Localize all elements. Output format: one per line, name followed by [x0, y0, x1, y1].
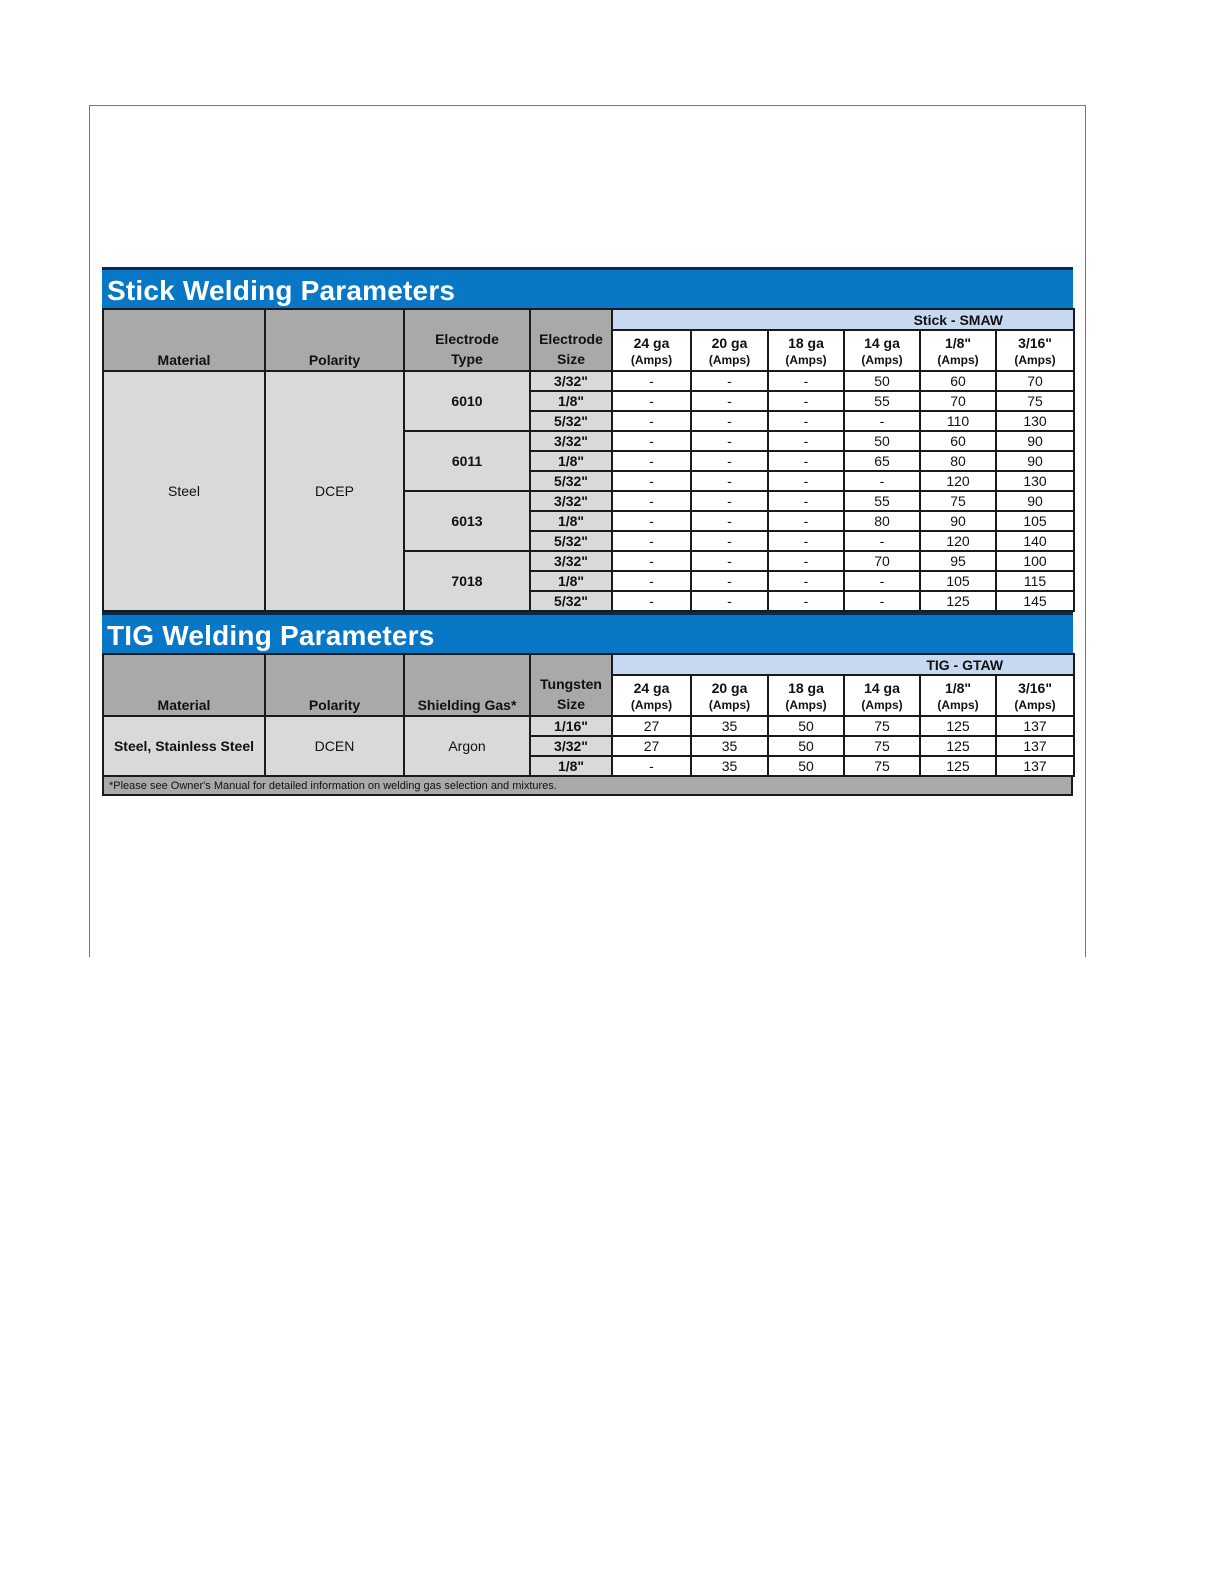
stick-header-electrode-type: [404, 309, 530, 371]
amps-value-cell: 80: [920, 451, 996, 471]
stick-column-header: [996, 330, 1074, 371]
stick-header-material: Material: [103, 309, 265, 371]
amps-value-cell: -: [691, 531, 768, 551]
footnote: *Please see Owner's Manual for detailed information on welding gas selection and mixtures.: [102, 777, 1073, 796]
amps-value-cell: -: [844, 471, 920, 491]
amps-value-cell: -: [612, 371, 691, 391]
amps-value-cell: 27: [612, 716, 691, 736]
amps-value-cell: -: [768, 551, 844, 571]
amps-value-cell: -: [612, 471, 691, 491]
electrode-size-cell: 3/32": [530, 551, 612, 571]
tig-header-shielding-gas: Shielding Gas*: [404, 654, 530, 716]
tig-column-label: 18 ga: [788, 679, 824, 696]
amps-value-cell: 105: [920, 571, 996, 591]
amps-value-cell: -: [691, 551, 768, 571]
amps-value-cell: -: [612, 511, 691, 531]
amps-value-cell: -: [768, 591, 844, 611]
amps-value-cell: 120: [920, 471, 996, 491]
amps-value-cell: -: [612, 491, 691, 511]
stick-header-type-line2: Type: [451, 351, 483, 367]
tig-column-label: 20 ga: [711, 679, 748, 696]
tig-header-size-line1: Tungsten: [540, 676, 602, 692]
amps-value-cell: -: [691, 391, 768, 411]
tig-material-cell: Steel, Stainless Steel: [103, 716, 265, 776]
amps-value-cell: 90: [996, 491, 1074, 511]
amps-value-cell: -: [768, 371, 844, 391]
electrode-size-cell: 1/8": [530, 451, 612, 471]
amps-value-cell: -: [612, 571, 691, 591]
stick-column-header: [844, 330, 920, 371]
tig-column-unit: (Amps): [937, 697, 979, 712]
electrode-size-cell: 3/32": [530, 431, 612, 451]
amps-value-cell: 90: [996, 451, 1074, 471]
electrode-size-cell: 3/32": [530, 491, 612, 511]
amps-value-cell: -: [691, 471, 768, 491]
tig-column-label: 14 ga: [864, 679, 900, 696]
amps-value-cell: 50: [768, 736, 844, 756]
amps-value-cell: 75: [844, 736, 920, 756]
stick-header-type-line1: Electrode: [435, 331, 499, 347]
amps-value-cell: 125: [920, 736, 996, 756]
amps-value-cell: -: [768, 471, 844, 491]
amps-value-cell: 130: [996, 411, 1074, 431]
amps-value-cell: 90: [996, 431, 1074, 451]
amps-value-cell: 137: [996, 736, 1074, 756]
amps-value-cell: -: [691, 371, 768, 391]
amps-value-cell: 140: [996, 531, 1074, 551]
tig-header-polarity: Polarity: [265, 654, 404, 716]
amps-value-cell: 50: [768, 716, 844, 736]
amps-value-cell: 55: [844, 391, 920, 411]
amps-value-cell: -: [768, 391, 844, 411]
stick-group-header: Stick - SMAW: [612, 309, 1074, 330]
amps-value-cell: 75: [920, 491, 996, 511]
tig-column-unit: (Amps): [861, 697, 903, 712]
amps-value-cell: 35: [691, 736, 768, 756]
amps-value-cell: -: [768, 531, 844, 551]
tig-column-header: [691, 675, 768, 716]
electrode-size-cell: 5/32": [530, 411, 612, 431]
stick-column-header: [612, 330, 691, 371]
amps-value-cell: 70: [996, 371, 1074, 391]
stick-column-unit: (Amps): [937, 352, 979, 367]
stick-column-label: 18 ga: [788, 334, 824, 351]
stick-column-unit: (Amps): [630, 352, 673, 367]
stick-polarity-cell: DCEP: [265, 371, 404, 611]
amps-value-cell: -: [768, 411, 844, 431]
electrode-size-cell: 1/8": [530, 391, 612, 411]
amps-value-cell: 75: [996, 391, 1074, 411]
amps-value-cell: 75: [844, 716, 920, 736]
tig-header-material: Material: [103, 654, 265, 716]
amps-value-cell: -: [768, 451, 844, 471]
tig-column-unit: (Amps): [1014, 697, 1056, 712]
amps-value-cell: 95: [920, 551, 996, 571]
amps-value-cell: 60: [920, 431, 996, 451]
stick-column-label: 14 ga: [864, 334, 900, 351]
stick-column-unit: (Amps): [785, 352, 827, 367]
tig-parameters-table: [102, 653, 1075, 777]
stick-column-unit: (Amps): [1014, 352, 1056, 367]
amps-value-cell: -: [691, 511, 768, 531]
electrode-type-cell: 6010: [404, 371, 530, 431]
stick-parameters-table: [102, 308, 1075, 612]
amps-value-cell: 125: [920, 716, 996, 736]
amps-value-cell: 27: [612, 736, 691, 756]
amps-value-cell: 80: [844, 511, 920, 531]
stick-material-cell: Steel: [103, 371, 265, 611]
table-row: [103, 716, 1074, 736]
stick-header-electrode-size: [530, 309, 612, 371]
amps-value-cell: -: [844, 531, 920, 551]
stick-column-header: [920, 330, 996, 371]
amps-value-cell: -: [612, 591, 691, 611]
stick-column-label: 24 ga: [633, 334, 670, 351]
amps-value-cell: -: [691, 411, 768, 431]
amps-value-cell: 125: [920, 756, 996, 776]
amps-value-cell: -: [691, 571, 768, 591]
stick-section-title: Stick Welding Parameters: [102, 267, 1073, 308]
electrode-size-cell: 5/32": [530, 471, 612, 491]
amps-value-cell: 145: [996, 591, 1074, 611]
amps-value-cell: 50: [844, 431, 920, 451]
amps-value-cell: -: [768, 491, 844, 511]
tig-column-header: [920, 675, 996, 716]
tig-column-unit: (Amps): [630, 697, 673, 712]
tig-column-header: [844, 675, 920, 716]
amps-value-cell: 75: [844, 756, 920, 776]
amps-value-cell: 110: [920, 411, 996, 431]
tig-column-unit: (Amps): [708, 697, 751, 712]
amps-value-cell: -: [691, 431, 768, 451]
amps-value-cell: -: [612, 531, 691, 551]
tig-column-label: 1/8": [944, 679, 972, 696]
amps-value-cell: -: [612, 431, 691, 451]
amps-value-cell: 70: [920, 391, 996, 411]
amps-value-cell: -: [768, 571, 844, 591]
amps-value-cell: -: [612, 411, 691, 431]
tig-column-header: [768, 675, 844, 716]
amps-value-cell: -: [612, 391, 691, 411]
tig-header-size-line2: Size: [556, 696, 585, 712]
amps-value-cell: -: [612, 756, 691, 776]
amps-value-cell: 125: [920, 591, 996, 611]
amps-value-cell: 100: [996, 551, 1074, 571]
tig-column-unit: (Amps): [785, 697, 827, 712]
amps-value-cell: 120: [920, 531, 996, 551]
stick-column-label: 1/8": [944, 334, 972, 351]
stick-column-label: 3/16": [1018, 334, 1052, 351]
amps-value-cell: 130: [996, 471, 1074, 491]
amps-value-cell: 35: [691, 756, 768, 776]
stick-column-header: [691, 330, 768, 371]
tig-column-label: 24 ga: [633, 679, 670, 696]
amps-value-cell: 105: [996, 511, 1074, 531]
amps-value-cell: -: [612, 451, 691, 471]
stick-column-label: 20 ga: [711, 334, 748, 351]
amps-value-cell: -: [844, 411, 920, 431]
amps-value-cell: 55: [844, 491, 920, 511]
tig-header-tungsten-size: [530, 654, 612, 716]
electrode-size-cell: 3/32": [530, 371, 612, 391]
electrode-type-cell: 6013: [404, 491, 530, 551]
stick-column-unit: (Amps): [861, 352, 903, 367]
amps-value-cell: -: [691, 451, 768, 471]
amps-value-cell: 35: [691, 716, 768, 736]
tig-section-title: TIG Welding Parameters: [102, 612, 1073, 653]
amps-value-cell: 50: [844, 371, 920, 391]
stick-header-size-line1: Electrode: [539, 331, 603, 347]
tig-group-header: TIG - GTAW: [612, 654, 1074, 675]
amps-value-cell: 137: [996, 716, 1074, 736]
amps-value-cell: -: [768, 511, 844, 531]
stick-header-polarity: Polarity: [265, 309, 404, 371]
welding-parameters-sheet: [102, 267, 1073, 796]
stick-column-header: [768, 330, 844, 371]
amps-value-cell: 70: [844, 551, 920, 571]
amps-value-cell: 137: [996, 756, 1074, 776]
amps-value-cell: -: [844, 571, 920, 591]
amps-value-cell: -: [612, 551, 691, 571]
electrode-size-cell: 1/8": [530, 571, 612, 591]
tig-gas-cell: Argon: [404, 716, 530, 776]
stick-column-unit: (Amps): [708, 352, 751, 367]
amps-value-cell: -: [691, 591, 768, 611]
tig-column-header: [612, 675, 691, 716]
tig-polarity-cell: DCEN: [265, 716, 404, 776]
electrode-size-cell: 1/8": [530, 511, 612, 531]
stick-header-size-line2: Size: [556, 351, 585, 367]
tungsten-size-cell: 3/32": [530, 736, 612, 756]
amps-value-cell: 50: [768, 756, 844, 776]
amps-value-cell: -: [768, 431, 844, 451]
tig-column-header: [996, 675, 1074, 716]
amps-value-cell: -: [691, 491, 768, 511]
electrode-size-cell: 5/32": [530, 531, 612, 551]
amps-value-cell: 115: [996, 571, 1074, 591]
electrode-type-cell: 7018: [404, 551, 530, 611]
amps-value-cell: 60: [920, 371, 996, 391]
tig-column-label: 3/16": [1018, 679, 1052, 696]
amps-value-cell: 65: [844, 451, 920, 471]
tungsten-size-cell: 1/8": [530, 756, 612, 776]
tungsten-size-cell: 1/16": [530, 716, 612, 736]
electrode-type-cell: 6011: [404, 431, 530, 491]
amps-value-cell: -: [844, 591, 920, 611]
electrode-size-cell: 5/32": [530, 591, 612, 611]
table-row: [103, 371, 1074, 391]
amps-value-cell: 90: [920, 511, 996, 531]
